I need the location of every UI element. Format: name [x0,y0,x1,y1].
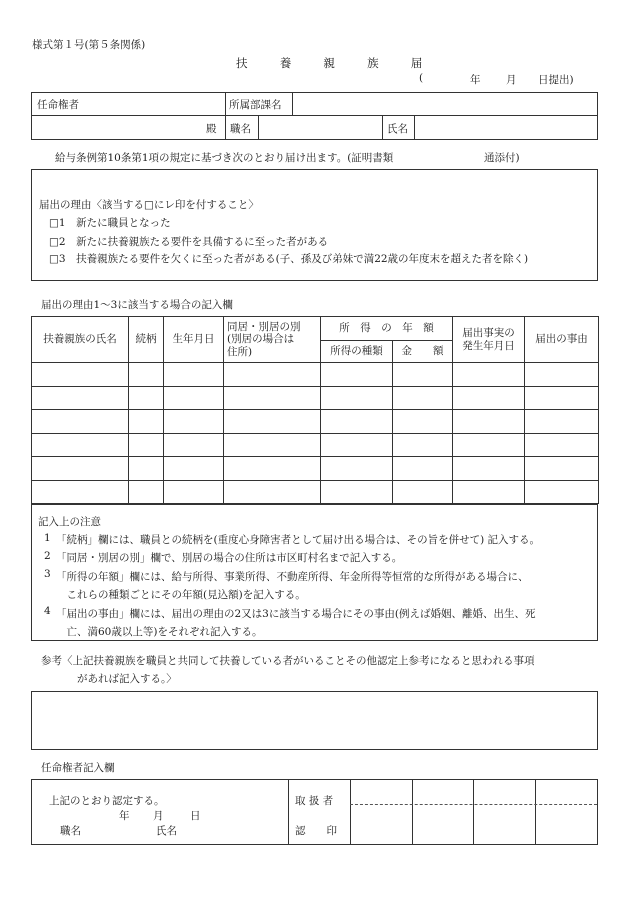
note-2-num: 2 [44,550,51,562]
cell-cohabit[interactable] [224,363,321,387]
cell-cohabit[interactable] [224,410,321,434]
cell-relation[interactable] [129,481,164,504]
remarks-line-1: 参考〈上記扶養親族を職員と共同して扶養している者がいることその他認定上参考になると思われる事項 [41,655,535,667]
note-3-text: 「所得の年額」欄には、給与所得、事業所得、不動産所得、年金所得等恒常的な所得がある場合に、 これらの種類ごとにその年額(見込額)を記入する。 [56,571,529,601]
col-income-header: 所 得 の 年 額 [321,317,453,341]
cell-reason[interactable] [525,410,599,434]
remarks-line-2: があれば記入する。〉 [77,673,177,685]
cell-reason[interactable] [525,434,599,457]
notes-box [31,504,598,641]
table-row [32,410,599,434]
entry-vline-4 [473,780,474,844]
cell-event-date[interactable] [453,481,525,504]
cell-cohabit[interactable] [224,481,321,504]
intro-text: 給与条例第10条第1項の規定に基づき次のとおり届け出ます。(証明書類 [55,152,394,164]
cell-birth[interactable] [164,457,224,481]
col-birth-header: 生年月日 [164,317,224,363]
col-amount-header: 金 額 [393,341,453,363]
cell-relation[interactable] [129,410,164,434]
table-heading: 届出の理由1～3に該当する場合の記入欄 [41,299,233,311]
certify-day: 日 [190,810,201,822]
cell-birth[interactable] [164,481,224,504]
note-4-num: 4 [44,605,51,617]
certify-year: 年 [119,810,130,822]
certify-month: 月 [153,810,164,822]
table-row [32,387,599,410]
cell-reason[interactable] [525,387,599,410]
intro-count: 通添付) [484,152,520,164]
appointer-entry-heading: 任命権者記入欄 [41,762,115,774]
cell-birth[interactable] [164,434,224,457]
cell-relation[interactable] [129,363,164,387]
table-row [32,481,599,504]
cell-name[interactable] [32,481,129,504]
appointer-box-vline2 [292,92,293,116]
cell-birth[interactable] [164,387,224,410]
reason-option-2[interactable]: □2 新たに扶養親族たる要件を具備するに至った者がある [49,236,329,248]
cell-name[interactable] [32,457,129,481]
entry-vline-5 [535,780,536,844]
appointer-box-vline1 [225,92,226,140]
cell-amount[interactable] [393,434,453,457]
col-cohabit-header: 同居・別居の別 (別居の場合は 住所) [224,317,321,363]
cell-name[interactable] [32,363,129,387]
cell-income-type[interactable] [321,363,393,387]
cell-income-type[interactable] [321,457,393,481]
cell-event-date[interactable] [453,457,525,481]
cell-reason[interactable] [525,457,599,481]
cell-amount[interactable] [393,410,453,434]
appointer-box-hline [31,115,598,116]
name-label: 氏名 [387,123,408,135]
table-row [32,457,599,481]
certify-post: 職名 [60,825,81,837]
cell-amount[interactable] [393,481,453,504]
note-1-text: 「続柄」欄には、職員との続柄を(重度心身障害者として届け出る場合は、その旨を併せて) 記入する。 [56,534,541,546]
cell-cohabit[interactable] [224,434,321,457]
cell-relation[interactable] [129,434,164,457]
col-income-type-header: 所得の種類 [321,341,393,363]
appointer-entry-box [31,779,598,845]
cell-name[interactable] [32,434,129,457]
submit-open: ( [419,72,424,84]
certify-text: 上記のとおり認定する。 [49,795,165,807]
cell-relation[interactable] [129,387,164,410]
note-3-num: 3 [44,568,51,580]
submit-year: 年 [470,74,481,86]
cell-event-date[interactable] [453,434,525,457]
col-relation-header: 続柄 [129,317,164,363]
handler-label: 取 扱 者 [295,795,334,807]
notes-heading: 記入上の注意 [38,516,101,528]
cell-income-type[interactable] [321,387,393,410]
table-row [32,434,599,457]
table-row [32,363,599,387]
dono-label: 殿 [206,123,217,135]
cell-amount[interactable] [393,363,453,387]
cell-income-type[interactable] [321,481,393,504]
remarks-input-box[interactable] [31,691,598,750]
col-reason-header: 届出の事由 [525,317,599,363]
dependents-table [31,316,599,504]
cell-event-date[interactable] [453,410,525,434]
cell-amount[interactable] [393,387,453,410]
entry-vline-3 [412,780,413,844]
entry-vline-1 [288,780,289,844]
col-name-header: 扶養親族の氏名 [32,317,129,363]
cell-income-type[interactable] [321,410,393,434]
form-number: 様式第１号(第５条関係) [32,39,146,51]
appointer-box-vline3 [258,115,259,140]
reason-heading: 届出の理由〈該当する□にレ印を付すること〉 [39,199,259,211]
cell-reason[interactable] [525,363,599,387]
reason-option-3[interactable]: □3 扶養親族たる要件を欠くに至った者がある(子、孫及び弟妹で満22歳の年度末を超えた者を除く) [49,253,529,265]
submit-month: 月 [506,74,517,86]
submit-day: 日提出) [538,74,574,86]
cell-cohabit[interactable] [224,387,321,410]
cell-birth[interactable] [164,363,224,387]
reason-option-1[interactable]: □1 新たに職員となった [49,217,171,229]
certify-name: 氏名 [156,825,177,837]
appointer-box-frame [31,92,598,140]
appointer-box-vline5 [414,115,415,140]
form-title: 扶 養 親 族 届 [236,56,433,70]
cell-income-type[interactable] [321,434,393,457]
entry-vline-2 [350,780,351,844]
cell-reason[interactable] [525,481,599,504]
cell-amount[interactable] [393,457,453,481]
cell-birth[interactable] [164,410,224,434]
dept-label: 所属部課名 [229,99,282,111]
appointer-box-vline4 [382,115,383,140]
post-label: 職名 [230,123,251,135]
note-2-text: 「同居・別居の別」欄で、別居の場合の住所は市区町村名まで記入する。 [56,552,403,564]
cell-relation[interactable] [129,457,164,481]
cell-name[interactable] [32,387,129,410]
col-event-date-header: 届出事実の 発生年月日 [453,317,525,363]
note-1-num: 1 [44,532,51,544]
cell-event-date[interactable] [453,387,525,410]
cell-name[interactable] [32,410,129,434]
appointer-label: 任命権者 [37,99,79,111]
cell-event-date[interactable] [453,363,525,387]
note-4-text: 「届出の事由」欄には、届出の理由の2又は3に該当する場合にその事由(例えば婚姻、離婚、出生、死 亡、満60歳以上等)をそれぞれ記入する。 [56,608,536,638]
entry-dashed-line [350,804,597,805]
cell-cohabit[interactable] [224,457,321,481]
seal-label: 認 印 [295,825,337,837]
reason-box [31,169,598,281]
